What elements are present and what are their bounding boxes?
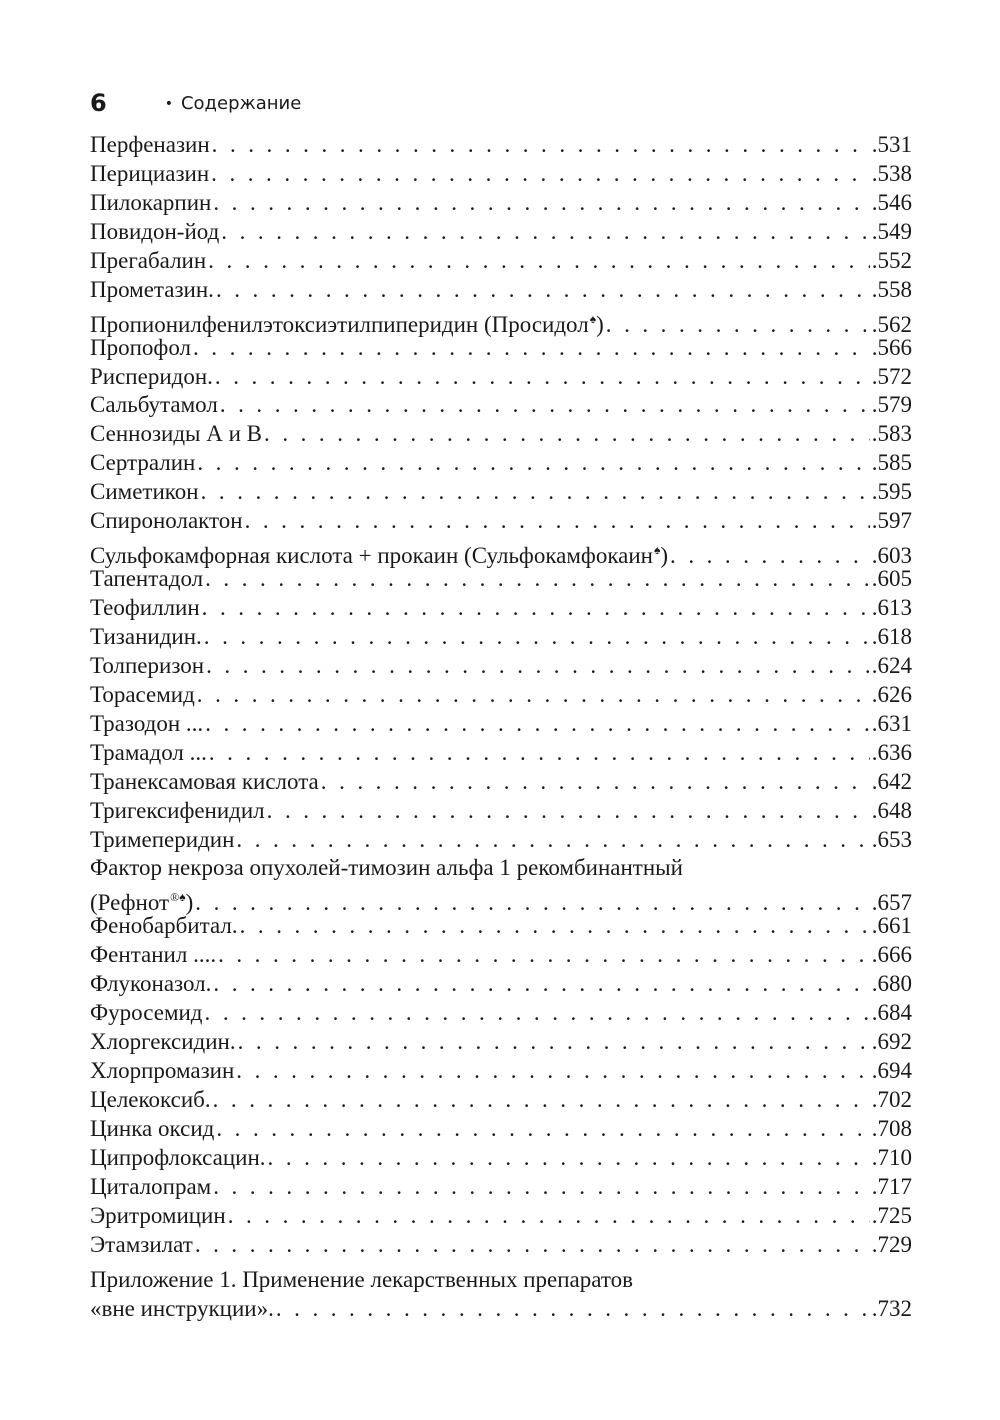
toc-entry-page: .552 [871, 247, 912, 273]
toc-entry-title: Трамадол ... [90, 739, 207, 765]
toc-entry-title: Пропионилфенилэтоксиэтилпиперидин (Просидол [90, 311, 589, 337]
toc-entry-line [90, 970, 912, 999]
toc-entry[interactable] [90, 247, 912, 276]
toc-entry[interactable] [90, 941, 912, 970]
toc-entry-label [90, 1202, 226, 1231]
toc-entry[interactable] [90, 1202, 912, 1231]
toc-entry-line [90, 363, 912, 392]
toc-entry-label [90, 334, 191, 363]
leader-dots [205, 999, 870, 1028]
toc-entry-label [90, 797, 265, 826]
toc-entry[interactable] [90, 1086, 912, 1115]
toc-entry-label [90, 478, 199, 507]
toc-entry-label [90, 768, 319, 797]
toc-entry-title: Тримеперидин [90, 826, 235, 852]
toc-entry-page: .657 [871, 890, 912, 916]
toc-entry-label [90, 826, 234, 855]
leader-dots [220, 391, 870, 420]
leader-dots [218, 941, 870, 970]
toc-entry[interactable] [90, 1144, 912, 1173]
leader-dots [202, 594, 870, 623]
toc-entry-page: .562 [871, 311, 912, 337]
toc-entry-page: .729 [871, 1231, 912, 1257]
toc-entry-title: Циталопрам [90, 1173, 212, 1199]
toc-entry-label [90, 1028, 236, 1057]
toc-entry-line [90, 1173, 912, 1202]
toc-entry-page: .666 [871, 942, 912, 968]
toc-entry[interactable] [90, 565, 912, 594]
toc-entry[interactable] [90, 1115, 912, 1144]
toc-entry-title-end: ) [596, 311, 604, 337]
toc-entry-line [90, 768, 912, 797]
toc-entry-page: .631 [871, 710, 912, 736]
toc-entry-label [90, 710, 203, 739]
toc-entry-page: .579 [871, 392, 912, 418]
leader-dots [195, 1231, 870, 1260]
toc-entry[interactable] [90, 681, 912, 710]
toc-entry[interactable] [90, 826, 912, 855]
leader-dots [205, 565, 870, 594]
appendix-title-line: Приложение 1. Применение лекарственных препаратов [90, 1267, 633, 1292]
toc-entry-title: Прометазин. [90, 276, 214, 302]
toc-entry-page: .642 [871, 768, 912, 794]
toc-entry[interactable] [90, 218, 912, 247]
toc-entry-title: Повидон-йод [90, 218, 220, 244]
toc-entry-title: Пропофол [90, 334, 191, 360]
toc-entry[interactable] [90, 363, 912, 392]
toc-entry-line [90, 826, 912, 855]
toc-entry-page: .597 [871, 508, 912, 534]
toc-entry-page: .684 [871, 1000, 912, 1026]
toc-entry[interactable] [90, 1028, 912, 1057]
toc-entry-page: .549 [871, 218, 912, 244]
toc-entry-page: .613 [871, 595, 912, 620]
toc-entry-title: Толперизон [90, 652, 205, 678]
toc-entry-title: Теофиллин [90, 595, 200, 620]
toc-entry-label [90, 189, 211, 218]
toc-entry-page: .546 [871, 189, 912, 215]
toc-entry-label [90, 1115, 214, 1144]
trademark-mark: ♠ [653, 543, 661, 558]
toc-entry-line [90, 1202, 912, 1231]
toc-entry-label [90, 276, 214, 305]
table-of-contents [90, 131, 912, 1260]
toc-entry[interactable] [90, 912, 912, 941]
toc-entry-title: Хлоргексидин. [90, 1029, 236, 1055]
toc-entry-title: Тапентадол [90, 566, 204, 592]
toc-entry-title: Ципрофлоксацин. [90, 1144, 266, 1170]
toc-entry-page: .702 [871, 1086, 912, 1112]
toc-entry-title: Фентанил .... [90, 942, 217, 968]
appendix-page-number: .732 [871, 1295, 912, 1321]
toc-entry-label [90, 1173, 211, 1202]
toc-entry-line [90, 797, 912, 826]
leader-dots [216, 276, 870, 305]
leader-dots [204, 623, 870, 652]
toc-entry-line [90, 536, 912, 569]
toc-entry-line [90, 391, 912, 420]
toc-entry-title: Прегабалин [90, 247, 207, 273]
leader-dots [321, 768, 870, 797]
toc-entry-line [90, 565, 912, 594]
toc-entry-label [90, 507, 243, 536]
leader-dots [197, 681, 870, 710]
leader-dots [238, 1028, 870, 1057]
toc-entry[interactable] [90, 1057, 912, 1086]
leader-dots [267, 797, 870, 826]
toc-entry-line [90, 1231, 912, 1260]
leader-dots [201, 478, 870, 507]
toc-entry-line [90, 652, 912, 681]
leader-dots [197, 449, 869, 478]
toc-entry[interactable] [90, 478, 912, 507]
toc-entry[interactable] [90, 305, 912, 337]
leader-dots [213, 1086, 870, 1115]
leader-dots [213, 189, 869, 218]
toc-entry-title: Рисперидон. [90, 363, 213, 389]
toc-entry-line [90, 1028, 912, 1057]
toc-entry-title: Спиронолактон [90, 508, 243, 534]
toc-entry-line [90, 276, 912, 305]
toc-entry[interactable] [90, 710, 912, 739]
leader-dots [240, 912, 870, 941]
toc-entry-line [90, 1144, 912, 1173]
toc-entry-line [90, 218, 912, 247]
toc-entry[interactable] [90, 276, 912, 305]
leader-dots [213, 1173, 870, 1202]
toc-entry-page: .603 [871, 543, 912, 569]
leader-dots [276, 1295, 870, 1324]
toc-entry-page: .566 [871, 334, 912, 360]
toc-entry-page: .692 [871, 1029, 912, 1055]
toc-entry-line [90, 334, 912, 363]
toc-entry-line [90, 478, 912, 507]
toc-entry-label [90, 420, 262, 449]
toc-entry-line [90, 681, 912, 710]
toc-entry-line [90, 739, 912, 768]
toc-entry-title: Сульфокамфорная кислота + прокаин (Сульфокамфокаин [90, 543, 653, 569]
toc-entry-title: Сальбутамол [90, 392, 218, 418]
leader-dots [228, 1202, 870, 1231]
toc-entry[interactable] [90, 160, 912, 189]
toc-entry-title: Хлорпромазин [90, 1058, 235, 1083]
toc-entry-title: Транексамовая кислота [90, 768, 319, 794]
toc-entry-label [90, 970, 211, 999]
toc-entry[interactable] [90, 189, 912, 218]
toc-entry-line [90, 1057, 912, 1086]
toc-entry-label [90, 681, 195, 710]
toc-entry-line [90, 420, 912, 449]
toc-entry-title: Эритромицин [90, 1202, 226, 1228]
toc-entry[interactable] [90, 970, 912, 999]
toc-entry-page: .531 [871, 132, 912, 157]
toc-entry-label [90, 1231, 193, 1260]
toc-entry-line [90, 507, 912, 536]
toc-entry-line [90, 883, 912, 916]
toc-entry[interactable] [90, 449, 912, 478]
toc-entry[interactable] [90, 391, 912, 420]
toc-entry-line [90, 710, 912, 739]
toc-entry-label [90, 391, 218, 420]
toc-entry-page: .538 [871, 160, 912, 186]
leader-dots [268, 1144, 870, 1173]
toc-entry[interactable] [90, 652, 912, 681]
toc-entry[interactable] [90, 507, 912, 536]
toc-entry[interactable] [90, 1173, 912, 1202]
toc-entry-line [90, 1115, 912, 1144]
toc-entry-title: Целекоксиб. [90, 1086, 211, 1112]
toc-entry-label [90, 247, 206, 276]
leader-dots [193, 334, 870, 363]
page-number: 6 [90, 89, 107, 117]
trademark-mark: ®♠ [170, 890, 186, 905]
toc-entry-page: .717 [871, 1173, 912, 1199]
toc-entry-page: .618 [871, 623, 912, 649]
trademark-mark: ♠ [589, 311, 597, 326]
toc-entry-page: .636 [871, 739, 912, 765]
toc-entry-label [90, 739, 207, 768]
leader-dots [212, 131, 870, 160]
toc-entry-title: Перфеназин [90, 132, 210, 157]
toc-entry-title: Сертралин [90, 450, 196, 476]
toc-entry-page: .653 [871, 826, 912, 852]
bullet-icon: • [164, 96, 173, 112]
toc-entry-label [90, 623, 202, 652]
toc-entry-label [90, 594, 200, 623]
toc-entry-title: Тразодон ... [90, 710, 204, 736]
toc-entry-title: Тригексифенидил [90, 797, 265, 823]
toc-entry-line [90, 941, 912, 970]
leader-dots [213, 970, 869, 999]
toc-entry-label [90, 941, 216, 970]
toc-entry-label [90, 160, 209, 189]
toc-entry-title-end: ) [660, 543, 669, 569]
appendix-entry[interactable] [90, 1266, 912, 1324]
toc-entry-title: Цинка оксид [90, 1115, 215, 1141]
toc-entry-title: Этамзилат [90, 1231, 193, 1257]
toc-entry[interactable] [90, 420, 912, 449]
toc-entry-label [90, 999, 203, 1028]
toc-entry-line [90, 623, 912, 652]
toc-entry-line [90, 999, 912, 1028]
leader-dots [209, 739, 870, 768]
toc-entry-page: .694 [871, 1058, 912, 1083]
toc-entry-title: Перициазин [90, 160, 210, 186]
leader-dots [205, 710, 870, 739]
toc-entry-line [90, 1086, 912, 1115]
toc-entry[interactable] [90, 797, 912, 826]
toc-entry-line [90, 594, 912, 623]
toc-entry[interactable] [90, 1231, 912, 1260]
toc-entry-title-line: Фактор некроза опухолей-тимозин альфа 1 рекомбинантный [90, 855, 683, 881]
toc-entry-title: Симетикон [90, 479, 199, 505]
toc-entry-label [90, 1086, 211, 1115]
toc-entry-page: .725 [871, 1202, 912, 1228]
toc-entry-label [90, 912, 238, 941]
leader-dots [236, 1057, 869, 1086]
toc-entry-label [90, 131, 210, 160]
leader-dots [236, 826, 869, 855]
appendix-title-end: «вне инструкции». [90, 1295, 274, 1321]
toc-entry[interactable] [90, 854, 912, 916]
toc-entry-title: Пилокарпин [90, 189, 212, 215]
toc-entry-title: Торасемид [90, 681, 195, 707]
toc-entry-page: .585 [871, 450, 912, 476]
appendix-last-line [90, 1295, 912, 1324]
toc-entry-page: .626 [871, 681, 912, 707]
leader-dots [245, 507, 870, 536]
leader-dots [216, 1115, 869, 1144]
toc-entry-page: .558 [871, 276, 912, 302]
toc-entry-page: .648 [871, 797, 912, 823]
toc-entry[interactable] [90, 131, 912, 160]
toc-entry-page: .680 [871, 971, 912, 997]
toc-entry[interactable] [90, 594, 912, 623]
toc-entry-label [90, 363, 213, 392]
toc-entry-line [90, 247, 912, 276]
toc-entry-label [90, 1144, 266, 1173]
toc-entry-label [90, 565, 203, 594]
toc-entry-label [90, 449, 195, 478]
toc-entry-label [90, 652, 204, 681]
toc-entry-title: (Рефнот [90, 890, 170, 916]
toc-entry-page: .605 [871, 566, 912, 592]
toc-entry-title: Фенобарбитал. [90, 913, 238, 939]
toc-entry-label [90, 1057, 234, 1086]
toc-entry-page: .624 [871, 652, 912, 678]
toc-entry[interactable] [90, 999, 912, 1028]
toc-entry-title: Сеннозиды А и В [90, 421, 263, 447]
toc-entry-page: .583 [871, 421, 912, 447]
leader-dots [215, 363, 870, 392]
toc-entry[interactable] [90, 334, 912, 363]
toc-entry-line [90, 449, 912, 478]
leader-dots [211, 160, 870, 189]
toc-entry-page: .661 [871, 913, 912, 939]
toc-entry[interactable] [90, 623, 912, 652]
toc-entry-title: Флуконазол. [90, 971, 212, 997]
toc-entry-line [90, 160, 912, 189]
toc-entry-title-end: ) [185, 890, 194, 916]
leader-dots [206, 652, 870, 681]
toc-entry-line [90, 131, 912, 160]
toc-entry-title: Фуросемид [90, 1000, 203, 1026]
leader-dots [221, 218, 869, 247]
toc-entry[interactable] [90, 768, 912, 797]
leader-dots [264, 420, 870, 449]
toc-entry-title: Тизанидин. [90, 623, 202, 649]
toc-entry-page: .572 [871, 363, 912, 389]
leader-dots [208, 247, 870, 276]
toc-entry-line [90, 912, 912, 941]
toc-entry-line [90, 305, 912, 337]
toc-entry-page: .710 [871, 1144, 912, 1170]
toc-entry-page: .595 [871, 479, 912, 505]
toc-entry-label [90, 218, 219, 247]
toc-entry[interactable] [90, 536, 912, 569]
toc-entry[interactable] [90, 739, 912, 768]
toc-entry-page: .708 [871, 1115, 912, 1141]
section-title: Содержание [180, 92, 302, 114]
running-header [90, 84, 301, 122]
toc-entry-line [90, 189, 912, 218]
